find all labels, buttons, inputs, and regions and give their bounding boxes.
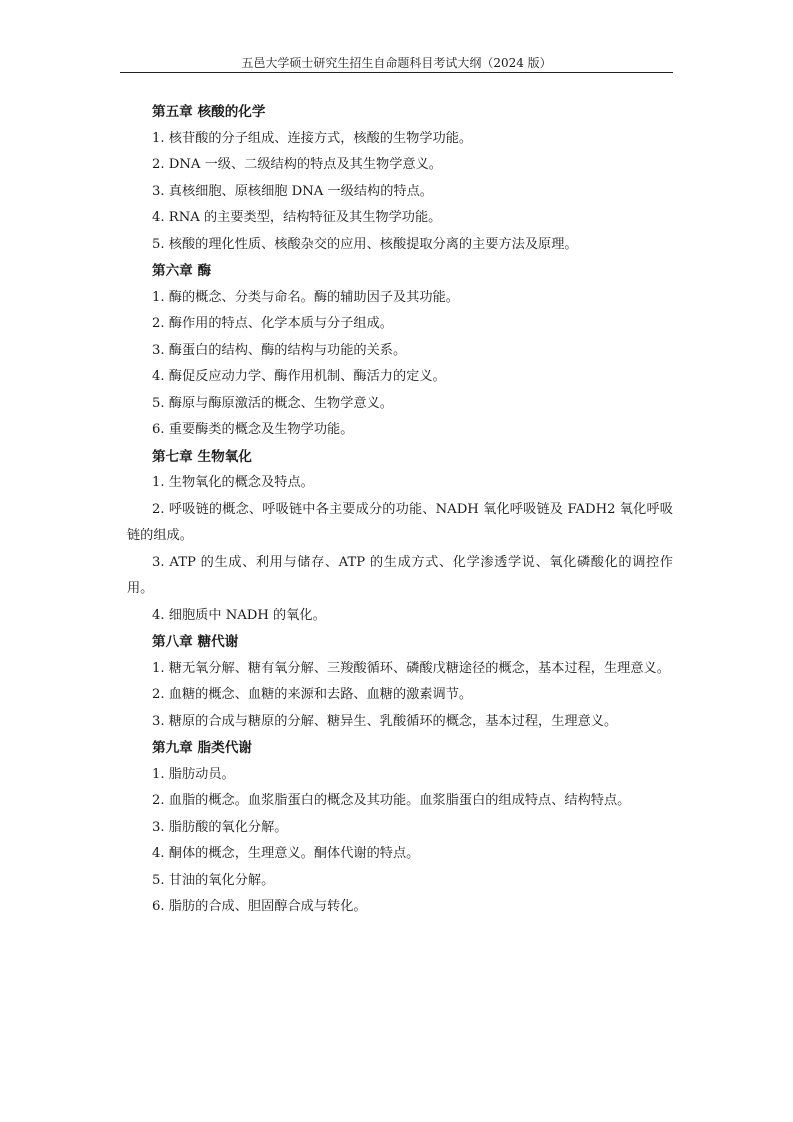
chapter-title: 第六章 酶 (152, 263, 212, 279)
chapter-8 (127, 629, 673, 735)
chapter-7 (127, 444, 673, 630)
list-item: 2. 血糖的概念、血糖的来源和去路、血糖的激素调节。 (152, 687, 473, 702)
chapter-title: 第七章 生物氧化 (152, 448, 252, 465)
list-item: 3. 糖原的合成与糖原的分解、糖异生、乳酸循环的概念，基本过程，生理意义。 (152, 713, 618, 729)
chapter-6 (127, 258, 673, 444)
list-item: 5. 核酸的理化性质、核酸杂交的应用、核酸提取分离的主要方法及原理。 (152, 236, 578, 252)
chapter-title: 第五章 核酸的化学 (152, 104, 266, 120)
list-item: 1. 脂肪动员。 (152, 766, 235, 782)
list-item: 1. 核苷酸的分子组成、连接方式，核酸的生物学功能。 (152, 130, 473, 146)
list-item: 3. 酶蛋白的结构、酶的结构与功能的关系。 (152, 342, 407, 358)
list-item: 4. RNA 的主要类型，结构特征及其生物学功能。 (152, 210, 442, 225)
list-item: 3. ATP 的生成、利用与储存、ATP 的生成方式、化学渗透学说、氧化磷酸化的调控作用。 (127, 554, 673, 596)
list-item: 5. 甘油的氧化分解。 (152, 872, 275, 888)
list-item: 2. 酶作用的特点、化学本质与分子组成。 (152, 316, 393, 331)
page-header: 五邑大学硕士研究生招生自命题科目考试大纲（2024 版） (241, 56, 552, 70)
list-item: 6. 脂肪的合成、胆固醇合成与转化。 (152, 899, 367, 914)
list-item: 1. 生物氧化的概念及特点。 (152, 475, 314, 490)
chapter-5 (127, 99, 673, 258)
list-item: 4. 酮体的概念，生理意义。酮体代谢的特点。 (152, 846, 420, 861)
list-item: 4. 细胞质中 NADH 的氧化。 (152, 607, 326, 623)
chapter-title: 第九章 脂类代谢 (152, 740, 252, 756)
chapter-title: 第八章 糖代谢 (152, 634, 239, 650)
list-item: 6. 重要酶类的概念及生物学功能。 (152, 422, 354, 437)
list-item: 5. 酶原与酶原激活的概念、生物学意义。 (152, 395, 393, 411)
list-item: 1. 酶的概念、分类与命名。酶的辅助因子及其功能。 (152, 289, 459, 305)
document-body (127, 99, 673, 921)
list-item: 3. 真核细胞、原核细胞 DNA 一级结构的特点。 (152, 183, 433, 199)
list-item: 3. 脂肪酸的氧化分解。 (152, 819, 288, 835)
header-divider (120, 72, 673, 73)
list-item: 4. 酶促反应动力学、酶作用机制、酶活力的定义。 (152, 369, 446, 384)
list-item: 2. DNA 一级、二级结构的特点及其生物学意义。 (152, 157, 442, 172)
chapter-9 (127, 735, 673, 921)
list-item: 2. 呼吸链的概念、呼吸链中各主要成分的功能、NADH 氧化呼吸链及 FADH2 氧化呼吸链的组成。 (127, 501, 673, 543)
list-item: 2. 血脂的概念。血浆脂蛋白的概念及其功能。血浆脂蛋白的组成特点、结构特点。 (152, 793, 631, 808)
list-item: 1. 糖无氧分解、糖有氧分解、三羧酸循环、磷酸戊糖途径的概念，基本过程，生理意义。 (152, 660, 670, 676)
